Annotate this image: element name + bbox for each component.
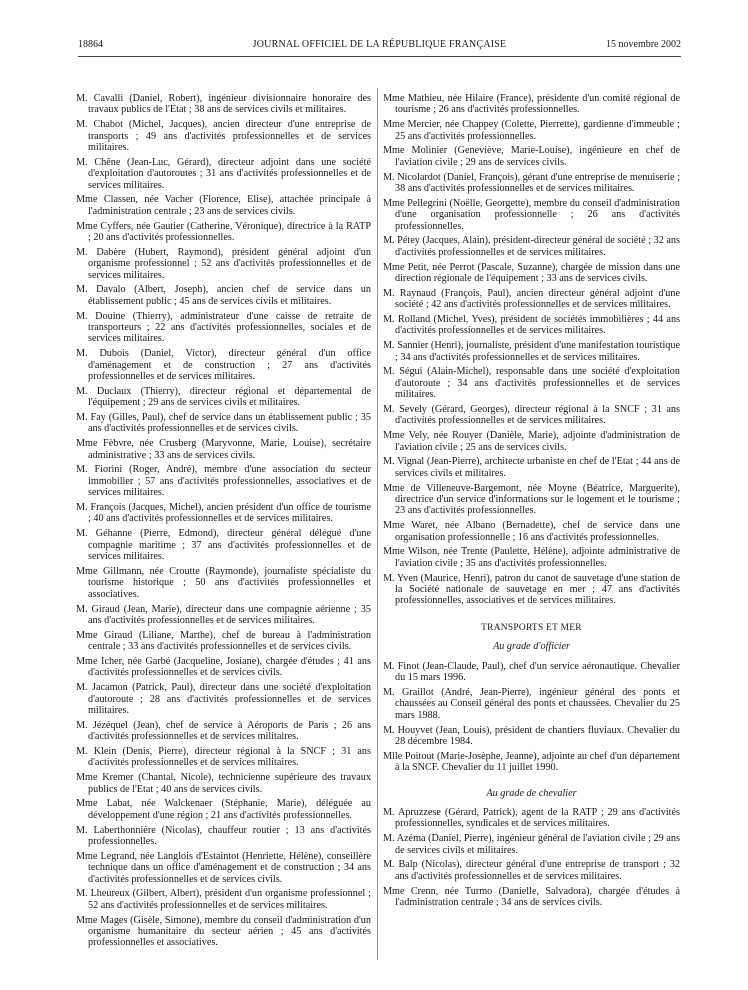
decoration-entry: Mme Cyffers, née Gautier (Catherine, Véronique), directrice à la RATP ; 20 ans d'activités professionnelles. [76,220,371,244]
decoration-entry: Mme Fèbvre, née Crusberg (Maryvonne, Marie, Louise), secrétaire administrative ; 33 ans de services civils. [76,438,371,461]
right-column-entries [383,93,680,607]
publication-date: 15 novembre 2002 [606,39,681,50]
decoration-entry: M. Pétey (Jacques, Alain), président-directeur général de société ; 32 ans d'activités professionnelles et de services militaires. [383,235,680,258]
decoration-entry: Mme Molinier (Geneviève, Marie-Louise), ingénieure en chef de l'aviation civile ; 29 ans de services civils. [383,145,680,168]
decoration-entry: M. Jacamon (Patrick, Paul), directeur dans une société d'exploitation d'autoroute ; 28 ans d'activités professionnelles et de services militaires. [76,682,371,716]
decoration-entry: Mme Crenn, née Turmo (Danielle, Salvadora), chargée d'études à l'administration centrale ; 34 ans de services civils. [383,885,680,908]
page-header [78,38,681,52]
decoration-entry: Mme Pellegrini (Noëlle, Georgette), membre du conseil d'administration d'une organisation professionnelle ; 26 ans d'activités professionnelles. [383,197,680,232]
decoration-entry: Mme Classen, née Vacher (Florence, Elise), attachée principale à l'administration centrale ; 23 ans de services civils. [76,194,371,217]
decoration-entry: Mme Gillmann, née Croutte (Raymonde), journaliste spécialiste du tourisme historique ; 50 ans d'activités professionnelles et associatives. [76,565,371,600]
decoration-entry: Mme Mercier, née Chappey (Colette, Pierrette), gardienne d'immeuble ; 25 ans d'activités professionnelles. [383,119,680,142]
decoration-entry: Mme Mathieu, née Hilaire (France), présidente d'un comité régional de tourisme ; 26 ans d'activités professionnelles. [383,93,680,116]
right-column [383,93,680,912]
officier-entries [383,661,680,774]
column-divider [377,88,378,960]
journal-title: JOURNAL OFFICIEL DE LA RÉPUBLIQUE FRANÇAISE [252,39,507,50]
decoration-entry: M. Klein (Denis, Pierre), directeur régional à la SNCF ; 31 ans d'activités professionnelles et de services militaires. [76,745,371,769]
decoration-entry: M. Laberthonnière (Nicolas), chauffeur routier ; 13 ans d'activités professionnelles. [76,824,371,847]
decoration-entry: M. Vignal (Jean-Pierre), architecte urbaniste en chef de l'Etat ; 44 ans de services civils et militaires. [383,456,680,479]
grade-chevalier-heading: Au grade de chevalier [486,787,577,799]
decoration-entry: M. Douine (Thierry), administrateur d'une caisse de retraite de transporteurs ; 22 ans d'activités professionnelles, sociales et de services militaires. [76,310,371,345]
header-rule [78,56,681,57]
decoration-entry: M. Cavalli (Daniel, Robert), ingénieur divisionnaire honoraire des travaux publics de l'Etat ; 38 ans de services civils et militaires. [76,93,371,116]
decoration-entry: M. Rolland (Michel, Yves), président de sociétés immobilières ; 44 ans d'activités professionnelles et de services militaires. [383,314,680,337]
decoration-entry: M. Sannier (Henri), journaliste, président d'une manifestation touristique ; 34 ans d'activités professionnelles et de services militaires. [383,340,680,363]
decoration-entry: M. Dabère (Hubert, Raymond), président général adjoint d'un organisme professionnel ; 52 ans d'activités professionnelles et de services militaires. [76,246,371,281]
decoration-entry: M. Azéma (Daniel, Pierre), ingénieur général de l'aviation civile ; 29 ans de services civils et militaires. [383,833,680,856]
decoration-entry: M. Raynaud (François, Paul), ancien directeur général adjoint d'une société ; 42 ans d'activités professionnelles et de services militaires. [383,287,680,311]
decoration-entry: M. Chabot (Michel, Jacques), ancien directeur d'une entreprise de transports ; 49 ans d'activités professionnelles et de services militaires. [76,119,371,154]
decoration-entry: M. Fiorini (Roger, André), membre d'une association du secteur immobilier ; 57 ans d'activités professionnelles, associatives et de services militaires. [76,464,371,499]
decoration-entry: M. Davalo (Albert, Joseph), ancien chef de service dans un établissement public ; 45 ans de services civils et militaires. [76,284,371,307]
decoration-entry: M. Yven (Maurice, Henri), patron du canot de sauvetage d'une station de la Société nationale de sauvetage en mer ; 47 ans d'activités professionnelles, associatives et de services militaires. [383,572,680,607]
decoration-entry: M. Duclaux (Thierry), directeur régional et départemental de l'équipement ; 29 ans de services civils et militaires. [76,385,371,409]
decoration-entry: M. Ségui (Alain-Michel), responsable dans une société d'exploitation d'autoroute ; 34 ans d'activités professionnelles et de services militaires. [383,366,680,401]
decoration-entry: Mme Waret, née Albano (Bernadette), chef de service dans une organisation professionnelle ; 16 ans d'activités professionnelles. [383,520,680,543]
decoration-entry: M. Apruzzese (Gérard, Patrick), agent de la RATP ; 29 ans d'activités professionnelles, syndicales et de services militaires. [383,806,680,830]
decoration-entry: Mme de Villeneuve-Bargemont, née Moyne (Béatrice, Marguerite), directrice d'un service d'informations sur le logement et le tourisme ; 23 ans d'activités professionnelles. [383,482,680,517]
decoration-entry: Mme Legrand, née Langlois d'Estaintot (Henriette, Hélène), conseillère technique dans un office d'aménagement et de construction ; 34 ans d'activités professionnelles et de services civils. [76,850,371,885]
decoration-entry: M. Fay (Gilles, Paul), chef de service dans un établissement public ; 35 ans d'activités professionnelles et de services civils. [76,412,371,435]
decoration-entry: Mlle Poitout (Marie-Josèphe, Jeanne), adjointe au chef d'un département à la SNCF. Chevalier du 11 juillet 1990. [383,750,680,774]
decoration-entry: M. Graillot (André, Jean-Pierre), ingénieur général des ponts et chaussées au Conseil général des ponts et chaussées. Chevalier du 25 mars 1988. [383,686,680,721]
section-title: TRANSPORTS ET MER [481,622,582,633]
left-column [76,93,371,952]
grade-officier-heading: Au grade d'officier [493,641,570,653]
decoration-entry: M. Giraud (Jean, Marie), directeur dans une compagnie aérienne ; 35 ans d'activités professionnelles et de services militaires. [76,603,371,626]
decoration-entry: Mme Labat, née Walckenaer (Stéphanie, Marie), déléguée au développement d'une région ; 21 ans d'activités professionnelles. [76,798,371,821]
chevalier-entries [383,807,680,908]
decoration-entry: Mme Icher, née Garbé (Jacqueline, Josiane), chargée d'études ; 41 ans d'activités professionnelles et de services civils. [76,655,371,679]
decoration-entry: M. Dubois (Daniel, Victor), directeur général d'un office d'aménagement et de construction ; 27 ans d'activités professionnelles et de services militaires. [76,348,371,383]
decoration-entry: Mme Kremer (Chantal, Nicole), technicienne supérieure des travaux publics de l'Etat ; 40 ans de services civils. [76,772,371,795]
decoration-entry: M. Jézéquel (Jean), chef de service à Aéroports de Paris ; 26 ans d'activités professionnelles et de services militaires. [76,719,371,743]
decoration-entry: M. Balp (Nicolas), directeur général d'une entreprise de transport ; 32 ans d'activités professionnelles et de services militaires. [383,859,680,882]
page-number: 18864 [78,39,103,50]
decoration-entry: Mme Petit, née Perrot (Pascale, Suzanne), chargée de mission dans une direction régionale de l'équipement ; 33 ans de services civils. [383,261,680,285]
decoration-entry: M. Finot (Jean-Claude, Paul), chef d'un service aéronautique. Chevalier du 15 mars 1996. [383,660,680,684]
decoration-entry: Mme Mages (Gisèle, Simone), membre du conseil d'administration d'un organisme humanitaire du secteur aérien ; 45 ans d'activités professionnelles et associatives. [76,914,371,949]
decoration-entry: Mme Wilson, née Trente (Paulette, Hélène), adjointe administrative de l'aviation civile ; 35 ans d'activités professionnelles. [383,546,680,569]
decoration-entry: M. Nicolardot (Daniel, François), gérant d'une entreprise de menuiserie ; 38 ans d'activités professionnelles et de services militaires. [383,171,680,195]
decoration-entry: M. François (Jacques, Michel), ancien président d'un office de tourisme ; 40 ans d'activités professionnelles et de services militaires. [76,502,371,525]
decoration-entry: Mme Giraud (Liliane, Marthe), chef de bureau à l'administration centrale ; 33 ans d'activités professionnelles et de services civils. [76,629,371,653]
decoration-entry: M. Lheureux (Gilbert, Albert), président d'un organisme professionnel ; 52 ans d'activités professionnelles et de services militaires. [76,888,371,911]
decoration-entry: M. Géhanne (Pierre, Edmond), directeur général délégué d'une compagnie maritime ; 37 ans d'activités professionnelles et de services militaires. [76,528,371,563]
decoration-entry: M. Houyvet (Jean, Louis), président de chantiers fluviaux. Chevalier du 28 décembre 1984. [383,724,680,747]
decoration-entry: Mme Vely, née Rouyer (Danièle, Marie), adjointe d'administration de l'aviation civile ; 25 ans de services civils. [383,430,680,453]
decoration-entry: M. Sevely (Gérard, Georges), directeur régional à la SNCF ; 31 ans d'activités professionnelles et de services militaires. [383,404,680,427]
decoration-entry: M. Chêne (Jean-Luc, Gérard), directeur adjoint dans une société d'exploitation d'autoroutes ; 31 ans d'activités professionnelles et de services militaires. [76,156,371,191]
